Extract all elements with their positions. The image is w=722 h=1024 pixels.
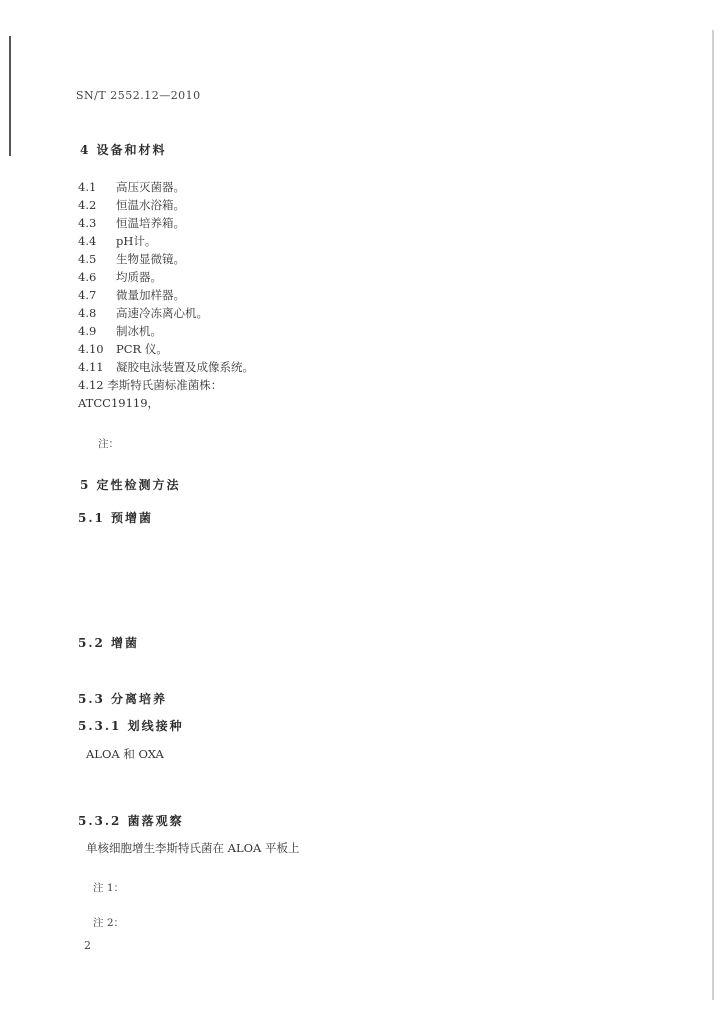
subsection-5-3-1-heading: 5.3.1 划线接种 [78, 719, 184, 733]
binding-rule [9, 36, 11, 156]
paragraph: ALOA 和 OXA [86, 747, 164, 761]
standard-number-header: SN/T 2552.12—2010 [76, 89, 201, 102]
page-number: 2 [84, 939, 91, 952]
subsection-5-1-heading: 5.1 预增菌 [78, 511, 154, 525]
note-text: 注 2： [93, 917, 125, 929]
list-item-4-12: 4.12 李斯特氏菌标准菌株： [78, 378, 223, 392]
subsection-5-3-heading: 5.3 分离培养 [78, 692, 168, 706]
subsection-5-2-heading: 5.2 增菌 [78, 636, 140, 650]
section-4-heading: 4 设备和材料 [80, 143, 167, 157]
paragraph: 单核细胞增生李斯特氏菌在 ALOA 平板上 [86, 841, 300, 855]
list-item: 4.11 凝胶电泳装置及成像系统。 [78, 360, 254, 374]
list-item: 4.10 PCR 仪。 [78, 342, 168, 356]
scan-edge [712, 30, 714, 1000]
list-item: 4.2 恒温水浴箱。 [78, 198, 185, 212]
subsection-5-3-2-heading: 5.3.2 菌落观察 [78, 814, 184, 828]
list-item: 4.9 制冰机。 [78, 324, 162, 338]
section-5-heading: 5 定性检测方法 [80, 478, 181, 492]
list-item: 4.4 pH计。 [78, 234, 157, 248]
note-text: 注 1： [93, 882, 125, 894]
list-item: 4.3 恒温培养箱。 [78, 216, 185, 230]
list-item: 4.6 均质器。 [78, 270, 162, 284]
list-item: 4.7 微量加样器。 [78, 288, 185, 302]
list-item: 4.8 高速冷冻离心机。 [78, 306, 208, 320]
note-text: 注： [98, 438, 119, 450]
list-item-4-12-cont: ATCC19119， [78, 396, 160, 410]
list-item: 4.5 生物显微镜。 [78, 252, 185, 266]
list-item: 4.1 高压灭菌器。 [78, 180, 185, 194]
